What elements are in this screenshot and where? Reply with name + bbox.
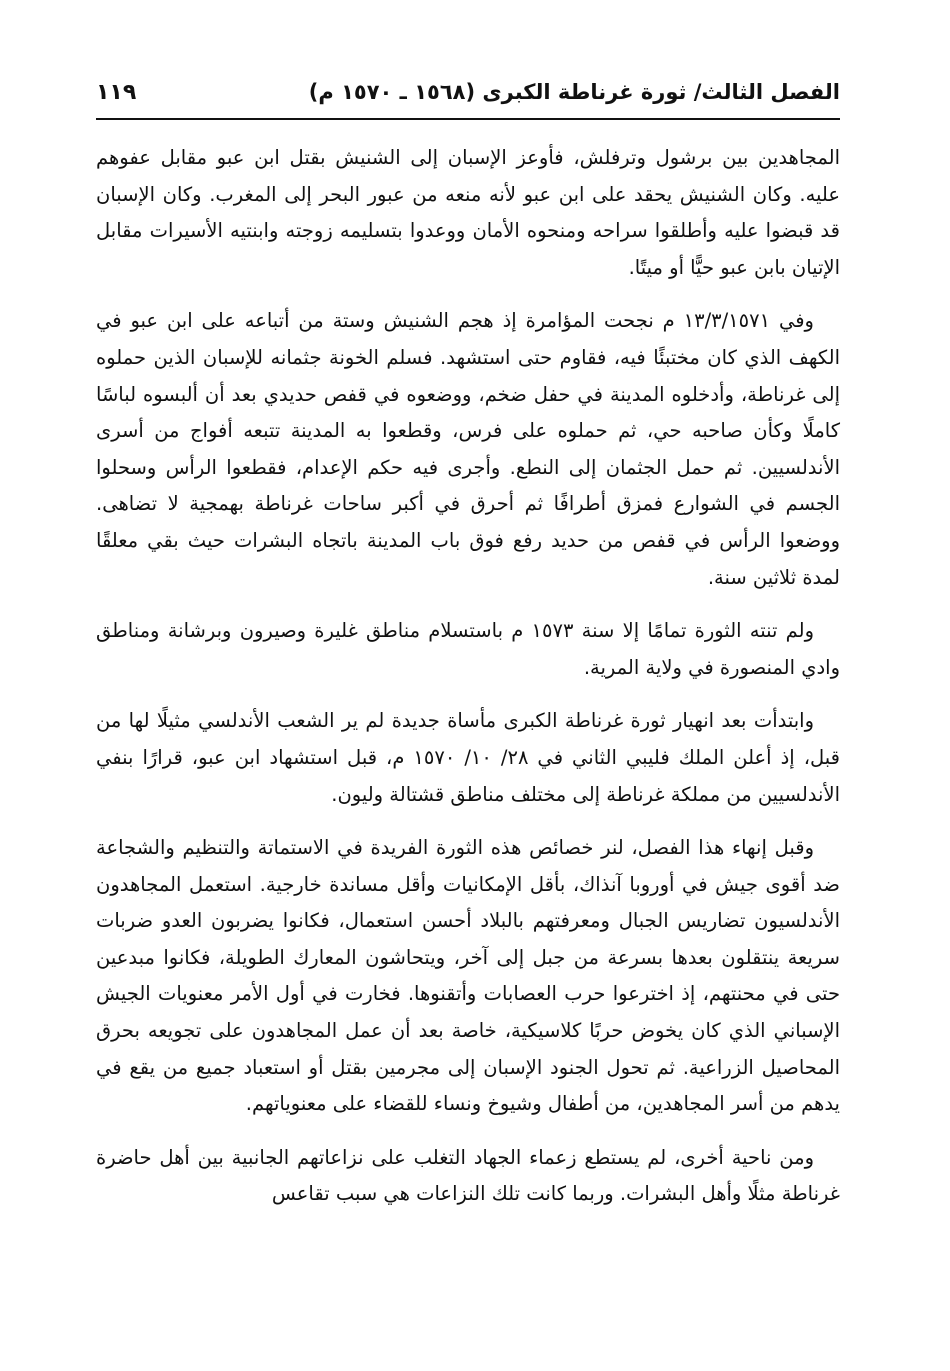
- paragraph: المجاهدين بين برشول وترفلش، فأوعز الإسبان إلى الشنيش بقتل ابن عبو مقابل عفوهم عليه. وكان الشنيش يحقد على ابن عبو لأنه منعه من عبور البحر إلى المغرب. وكان الإسبان قد قبضوا عليه وأطلقوا سراحه ومنحوه الأمان ووعدوا بتسليمه زوجته وابنتيه الأسيرات مقابل الإتيان بابن عبو حيًّا أو ميتًا.: [96, 146, 840, 279]
- running-header: [96, 72, 840, 112]
- paragraph: ومن ناحية أخرى، لم يستطع زعماء الجهاد التغلب على نزاعاتهم الجانبية بين أهل حاضرة غرناطة مثلًا وأهل البشرات. وربما كانت تلك النزاعات هي سبب تقاعس: [96, 1145, 840, 1206]
- header-divider: [96, 118, 840, 120]
- page-number: ١١٩: [96, 79, 137, 105]
- chapter-title: الفصل الثالث/ ثورة غرناطة الكبرى (١٥٦٨ ـ ١٥٧٠ م): [308, 80, 840, 104]
- body-text: [96, 140, 840, 1230]
- paragraph: وفي ١٣/٣/١٥٧١ م نجحت المؤامرة إذ هجم الشنيش وستة من أتباعه على ابن عبو في الكهف الذي كان مختبئًا فيه، فقاوم حتى استشهد. فسلم الخونة جثمانه للإسبان الذين حملوه إلى غرناطة، وأدخلوه المدينة في حفل ضخم، ووضعوه في قفص حديدي بعد أن ألبسوه لباسًا كاملًا وكأن صاحبه حي، ثم حملوه على فرس، وقطعوا به المدينة تتبعه أفواج من أسرى الأندلسيين. ثم حمل الجثمان إلى النطع. وأجرى فيه حكم الإعدام، فقطعوا الرأس وسحلوا الجسم في الشوارع فمزق أطرافًا ثم أحرق في أكبر ساحات غرناطة بهمجية لا تضاهى. ووضعوا الرأس في قفص من حديد رفع فوق باب المدينة باتجاه البشرات حيث بقي معلقًا لمدة ثلاثين سنة.: [96, 309, 840, 589]
- paragraph: وقبل إنهاء هذا الفصل، لنر خصائص هذه الثورة الفريدة في الاستماتة والتنظيم والشجاعة ضد أقوى جيش في أوروبا آنذاك، بأقل الإمكانيات وأقل مساندة خارجية. استعمل المجاهدون الأندلسيون تضاريس الجبال ومعرفتهم بالبلاد أحسن استعمال، فكانوا يضربون العدو ضربات سريعة ينتقلون بعدها بسرعة من جبل إلى آخر، ويتحاشون المعارك الطويلة، فكانوا مبدعين حتى في محنتهم، إذ اخترعوا حرب العصابات وأتقنوها. فخارت في أول الأمر معنويات الجيش الإسباني الذي كان يخوض حربًا كلاسيكية، خاصة بعد أن عمل المجاهدون على تجويعه بحرق المحاصيل الزراعية. ثم تحول الجنود الإسبان إلى مجرمين بقتل أو استعباد جميع من يقع في يدهم من أسر المجاهدين، من أطفال وشيوخ ونساء للقضاء على معنوياتهم.: [96, 836, 840, 1116]
- paragraph: وابتدأت بعد انهيار ثورة غرناطة الكبرى مأساة جديدة لم ير الشعب الأندلسي مثيلًا لها من قبل، إذ أعلن الملك فليبي الثاني في ٢٨/ ١٠/ ١٥٧٠ م، قبل استشهاد ابن عبو، قرارًا بنفي الأندلسيين من مملكة غرناطة إلى مختلف مناطق قشتالة وليون.: [96, 709, 840, 806]
- paragraph: ولم تنته الثورة تمامًا إلا سنة ١٥٧٣ م باستسلام مناطق غليرة وصيرون وبرشانة ومناطق وادي المنصورة في ولاية المرية.: [96, 619, 840, 679]
